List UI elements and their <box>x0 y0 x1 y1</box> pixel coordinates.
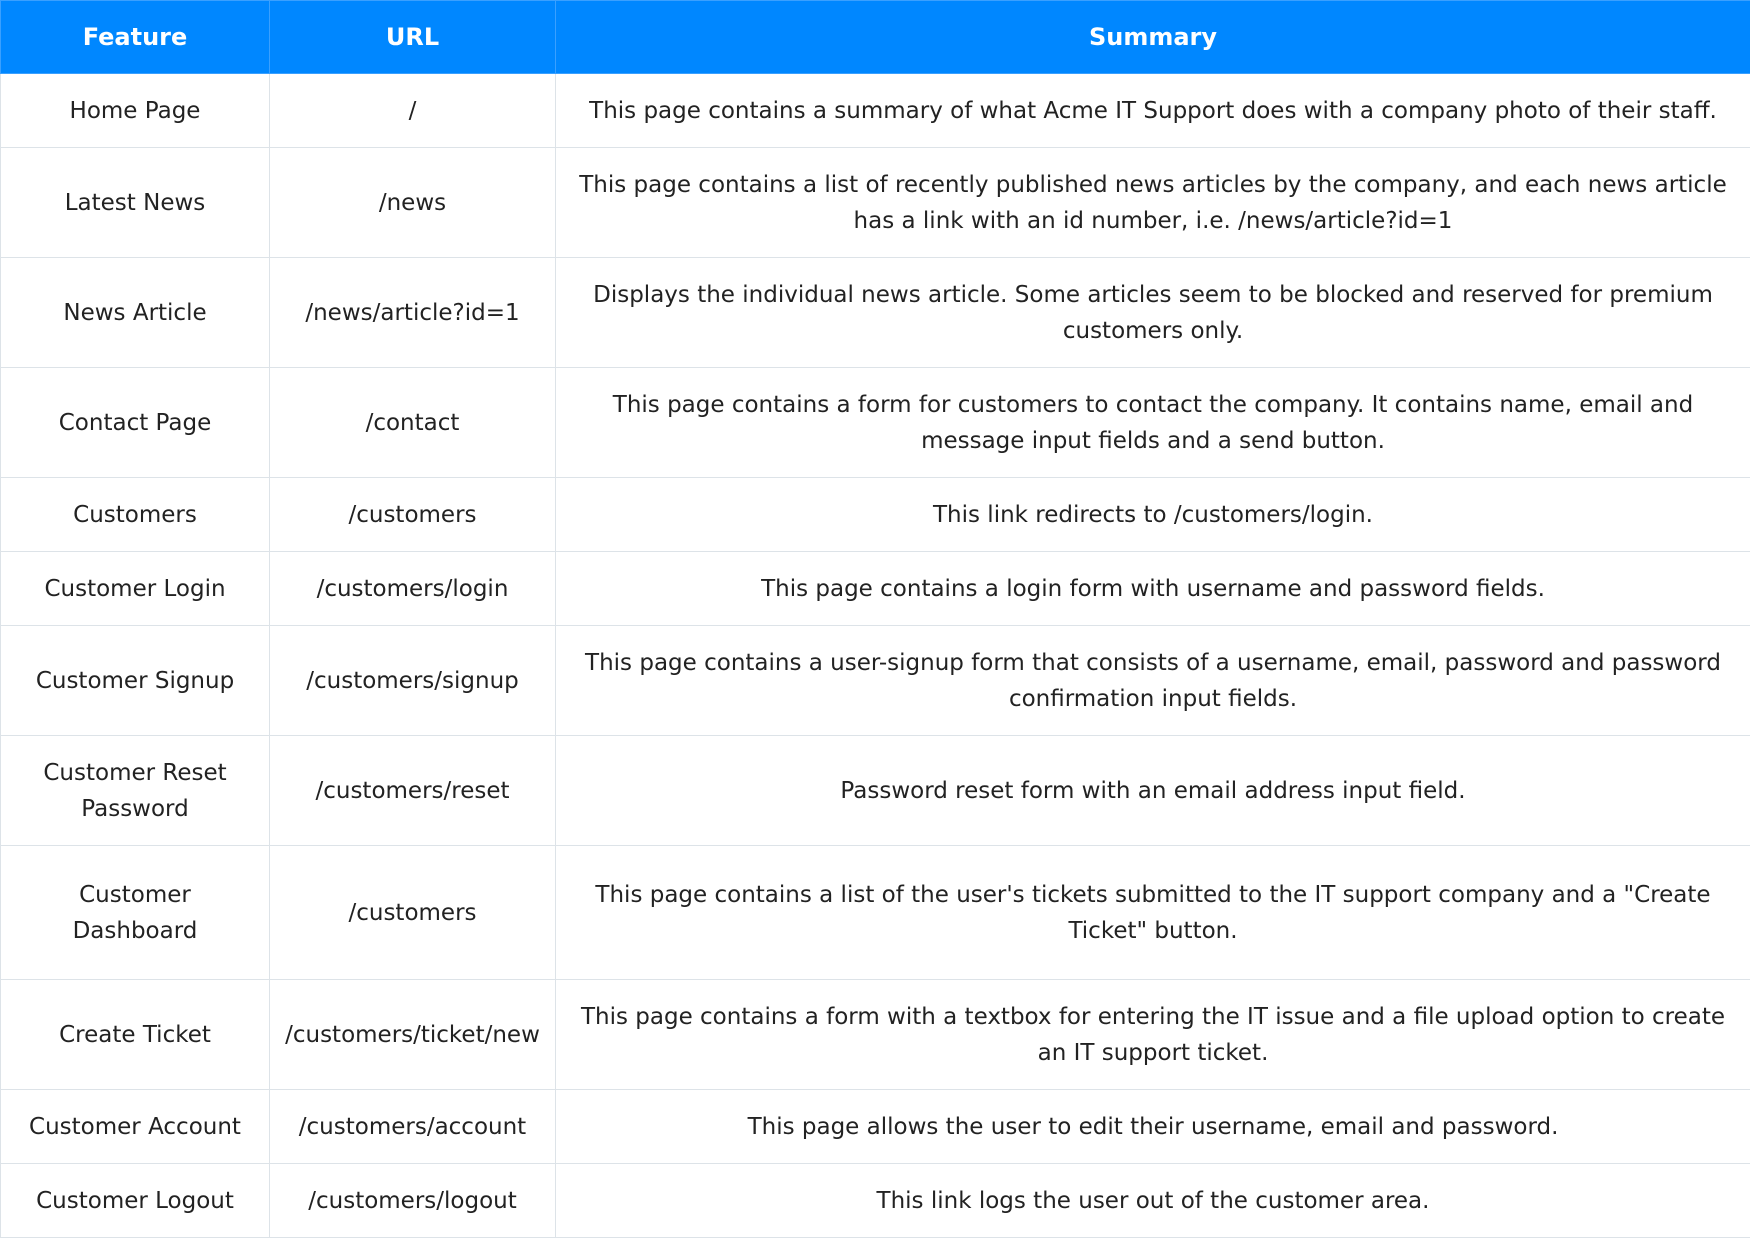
table-row <box>1 1164 1750 1238</box>
table-row <box>1 258 1750 368</box>
feature-cell: Create Ticket <box>1 980 270 1090</box>
summary-cell: This link logs the user out of the customer area. <box>556 1164 1750 1238</box>
table-row <box>1 368 1750 478</box>
url-cell: /customers <box>270 846 556 980</box>
summary-cell: This link redirects to /customers/login. <box>556 478 1750 552</box>
url-cell: / <box>270 74 556 148</box>
url-cell: /customers/ticket/new <box>270 980 556 1090</box>
table-body <box>1 74 1750 1238</box>
header-feature: Feature <box>1 1 270 74</box>
summary-cell: This page contains a form with a textbox for entering the IT issue and a file upload option to create an IT support ticket. <box>556 980 1750 1090</box>
summary-cell: This page contains a summary of what Acme IT Support does with a company photo of their staff. <box>556 74 1750 148</box>
summary-cell: This page contains a login form with username and password fields. <box>556 552 1750 626</box>
url-cell: /customers/account <box>270 1090 556 1164</box>
feature-cell: Customer Signup <box>1 626 270 736</box>
table-row <box>1 626 1750 736</box>
feature-cell: Customer Reset Password <box>1 736 270 846</box>
summary-cell: This page contains a user-signup form that consists of a username, email, password and password confirmation input fields. <box>556 626 1750 736</box>
feature-cell: Home Page <box>1 74 270 148</box>
table-row <box>1 148 1750 258</box>
url-cell: /customers/login <box>270 552 556 626</box>
table-row <box>1 74 1750 148</box>
feature-cell: Contact Page <box>1 368 270 478</box>
url-cell: /customers/signup <box>270 626 556 736</box>
header-row <box>1 1 1750 74</box>
url-cell: /customers/reset <box>270 736 556 846</box>
summary-cell: Displays the individual news article. Some articles seem to be blocked and reserved for premium customers only. <box>556 258 1750 368</box>
summary-cell: Password reset form with an email address input field. <box>556 736 1750 846</box>
table-row <box>1 736 1750 846</box>
url-cell: /customers/logout <box>270 1164 556 1238</box>
feature-cell: Customers <box>1 478 270 552</box>
summary-cell: This page contains a list of the user's tickets submitted to the IT support company and a "Create Ticket" button. <box>556 846 1750 980</box>
feature-cell: Customer Logout <box>1 1164 270 1238</box>
table-row <box>1 980 1750 1090</box>
feature-cell: News Article <box>1 258 270 368</box>
table-row <box>1 478 1750 552</box>
url-cell: /news <box>270 148 556 258</box>
summary-cell: This page contains a form for customers to contact the company. It contains name, email and message input fields and a send button. <box>556 368 1750 478</box>
url-cell: /news/article?id=1 <box>270 258 556 368</box>
url-cell: /customers <box>270 478 556 552</box>
table-header <box>1 1 1750 74</box>
feature-cell: Customer Dashboard <box>1 846 270 980</box>
feature-cell: Customer Account <box>1 1090 270 1164</box>
table-row <box>1 1090 1750 1164</box>
summary-cell: This page contains a list of recently published news articles by the company, and each news article has a link with an id number, i.e. /news/article?id=1 <box>556 148 1750 258</box>
url-cell: /contact <box>270 368 556 478</box>
table-row <box>1 552 1750 626</box>
header-url: URL <box>270 1 556 74</box>
feature-cell: Customer Login <box>1 552 270 626</box>
table-row <box>1 846 1750 980</box>
header-summary: Summary <box>556 1 1750 74</box>
feature-cell: Latest News <box>1 148 270 258</box>
summary-cell: This page allows the user to edit their username, email and password. <box>556 1090 1750 1164</box>
